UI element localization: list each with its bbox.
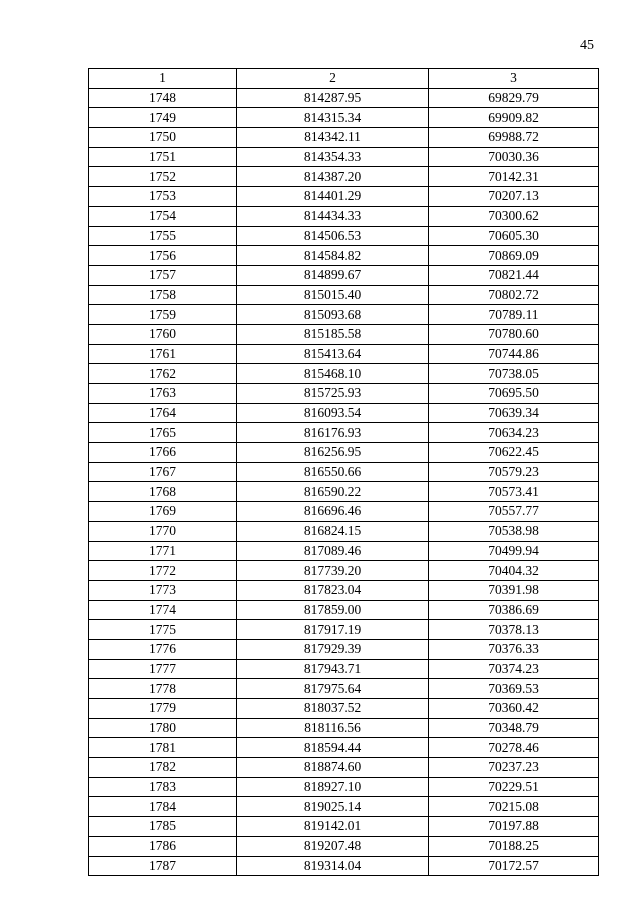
x-coordinate-cell: 819142.01 xyxy=(237,817,429,837)
point-number-cell: 1785 xyxy=(89,817,237,837)
x-coordinate-cell: 818037.52 xyxy=(237,699,429,719)
point-number-cell: 1770 xyxy=(89,521,237,541)
y-coordinate-cell: 70634.23 xyxy=(429,423,599,443)
x-coordinate-cell: 814899.67 xyxy=(237,265,429,285)
y-coordinate-cell: 70557.77 xyxy=(429,502,599,522)
point-number-cell: 1777 xyxy=(89,659,237,679)
x-coordinate-cell: 818874.60 xyxy=(237,758,429,778)
table-header xyxy=(89,69,599,89)
point-number-cell: 1748 xyxy=(89,88,237,108)
table-row xyxy=(89,167,599,187)
point-number-cell: 1766 xyxy=(89,443,237,463)
table-row xyxy=(89,443,599,463)
coordinates-table xyxy=(88,68,599,876)
point-number-cell: 1758 xyxy=(89,285,237,305)
table-row xyxy=(89,384,599,404)
table-row xyxy=(89,639,599,659)
point-number-cell: 1767 xyxy=(89,462,237,482)
x-coordinate-cell: 814387.20 xyxy=(237,167,429,187)
header-row xyxy=(89,69,599,89)
column-header-2: 2 xyxy=(237,69,429,89)
table-row xyxy=(89,758,599,778)
point-number-cell: 1773 xyxy=(89,580,237,600)
x-coordinate-cell: 818927.10 xyxy=(237,777,429,797)
y-coordinate-cell: 70172.57 xyxy=(429,856,599,876)
point-number-cell: 1751 xyxy=(89,147,237,167)
x-coordinate-cell: 816696.46 xyxy=(237,502,429,522)
x-coordinate-cell: 814401.29 xyxy=(237,187,429,207)
y-coordinate-cell: 70821.44 xyxy=(429,265,599,285)
y-coordinate-cell: 70278.46 xyxy=(429,738,599,758)
page-number: 45 xyxy=(580,38,594,53)
x-coordinate-cell: 816176.93 xyxy=(237,423,429,443)
point-number-cell: 1757 xyxy=(89,265,237,285)
point-number-cell: 1754 xyxy=(89,206,237,226)
x-coordinate-cell: 817823.04 xyxy=(237,580,429,600)
table-row xyxy=(89,88,599,108)
table-row xyxy=(89,246,599,266)
table-row xyxy=(89,364,599,384)
x-coordinate-cell: 815185.58 xyxy=(237,324,429,344)
x-coordinate-cell: 819207.48 xyxy=(237,836,429,856)
x-coordinate-cell: 817929.39 xyxy=(237,639,429,659)
point-number-cell: 1749 xyxy=(89,108,237,128)
x-coordinate-cell: 818594.44 xyxy=(237,738,429,758)
y-coordinate-cell: 70142.31 xyxy=(429,167,599,187)
y-coordinate-cell: 70229.51 xyxy=(429,777,599,797)
x-coordinate-cell: 819314.04 xyxy=(237,856,429,876)
y-coordinate-cell: 70386.69 xyxy=(429,600,599,620)
point-number-cell: 1756 xyxy=(89,246,237,266)
point-number-cell: 1772 xyxy=(89,561,237,581)
table-row xyxy=(89,699,599,719)
point-number-cell: 1761 xyxy=(89,344,237,364)
y-coordinate-cell: 70573.41 xyxy=(429,482,599,502)
y-coordinate-cell: 70188.25 xyxy=(429,836,599,856)
y-coordinate-cell: 70499.94 xyxy=(429,541,599,561)
point-number-cell: 1776 xyxy=(89,639,237,659)
table-row xyxy=(89,285,599,305)
table-row xyxy=(89,541,599,561)
point-number-cell: 1786 xyxy=(89,836,237,856)
x-coordinate-cell: 815015.40 xyxy=(237,285,429,305)
point-number-cell: 1753 xyxy=(89,187,237,207)
column-header-1: 1 xyxy=(89,69,237,89)
point-number-cell: 1750 xyxy=(89,128,237,148)
point-number-cell: 1763 xyxy=(89,384,237,404)
point-number-cell: 1768 xyxy=(89,482,237,502)
point-number-cell: 1784 xyxy=(89,797,237,817)
table-row xyxy=(89,580,599,600)
point-number-cell: 1782 xyxy=(89,758,237,778)
y-coordinate-cell: 70789.11 xyxy=(429,305,599,325)
point-number-cell: 1765 xyxy=(89,423,237,443)
table-row xyxy=(89,265,599,285)
x-coordinate-cell: 814315.34 xyxy=(237,108,429,128)
table-row xyxy=(89,226,599,246)
y-coordinate-cell: 70869.09 xyxy=(429,246,599,266)
table-row xyxy=(89,187,599,207)
point-number-cell: 1752 xyxy=(89,167,237,187)
x-coordinate-cell: 816256.95 xyxy=(237,443,429,463)
x-coordinate-cell: 815093.68 xyxy=(237,305,429,325)
table-row xyxy=(89,344,599,364)
table-row xyxy=(89,836,599,856)
y-coordinate-cell: 70802.72 xyxy=(429,285,599,305)
point-number-cell: 1762 xyxy=(89,364,237,384)
point-number-cell: 1787 xyxy=(89,856,237,876)
x-coordinate-cell: 817089.46 xyxy=(237,541,429,561)
point-number-cell: 1779 xyxy=(89,699,237,719)
table-row xyxy=(89,797,599,817)
table-row xyxy=(89,403,599,423)
y-coordinate-cell: 70695.50 xyxy=(429,384,599,404)
x-coordinate-cell: 817975.64 xyxy=(237,679,429,699)
x-coordinate-cell: 816590.22 xyxy=(237,482,429,502)
x-coordinate-cell: 819025.14 xyxy=(237,797,429,817)
y-coordinate-cell: 70579.23 xyxy=(429,462,599,482)
y-coordinate-cell: 70376.33 xyxy=(429,639,599,659)
y-coordinate-cell: 70215.08 xyxy=(429,797,599,817)
x-coordinate-cell: 816824.15 xyxy=(237,521,429,541)
point-number-cell: 1760 xyxy=(89,324,237,344)
x-coordinate-cell: 815468.10 xyxy=(237,364,429,384)
table-row xyxy=(89,738,599,758)
y-coordinate-cell: 70030.36 xyxy=(429,147,599,167)
table-row xyxy=(89,206,599,226)
table-row xyxy=(89,305,599,325)
point-number-cell: 1771 xyxy=(89,541,237,561)
table-row xyxy=(89,817,599,837)
y-coordinate-cell: 69988.72 xyxy=(429,128,599,148)
x-coordinate-cell: 818116.56 xyxy=(237,718,429,738)
x-coordinate-cell: 814287.95 xyxy=(237,88,429,108)
y-coordinate-cell: 69829.79 xyxy=(429,88,599,108)
point-number-cell: 1769 xyxy=(89,502,237,522)
table-row xyxy=(89,462,599,482)
point-number-cell: 1780 xyxy=(89,718,237,738)
point-number-cell: 1775 xyxy=(89,620,237,640)
table-row xyxy=(89,718,599,738)
y-coordinate-cell: 70207.13 xyxy=(429,187,599,207)
x-coordinate-cell: 817943.71 xyxy=(237,659,429,679)
y-coordinate-cell: 70348.79 xyxy=(429,718,599,738)
column-header-3: 3 xyxy=(429,69,599,89)
point-number-cell: 1764 xyxy=(89,403,237,423)
table-row xyxy=(89,856,599,876)
y-coordinate-cell: 70605.30 xyxy=(429,226,599,246)
point-number-cell: 1755 xyxy=(89,226,237,246)
x-coordinate-cell: 815725.93 xyxy=(237,384,429,404)
y-coordinate-cell: 70391.98 xyxy=(429,580,599,600)
point-number-cell: 1774 xyxy=(89,600,237,620)
y-coordinate-cell: 70378.13 xyxy=(429,620,599,640)
table-row xyxy=(89,502,599,522)
x-coordinate-cell: 817917.19 xyxy=(237,620,429,640)
y-coordinate-cell: 70300.62 xyxy=(429,206,599,226)
point-number-cell: 1759 xyxy=(89,305,237,325)
point-number-cell: 1783 xyxy=(89,777,237,797)
x-coordinate-cell: 814584.82 xyxy=(237,246,429,266)
x-coordinate-cell: 816550.66 xyxy=(237,462,429,482)
y-coordinate-cell: 70639.34 xyxy=(429,403,599,423)
table-row xyxy=(89,679,599,699)
table-row xyxy=(89,128,599,148)
y-coordinate-cell: 70780.60 xyxy=(429,324,599,344)
y-coordinate-cell: 70738.05 xyxy=(429,364,599,384)
x-coordinate-cell: 814342.11 xyxy=(237,128,429,148)
table-row xyxy=(89,659,599,679)
table-row xyxy=(89,108,599,128)
table-row xyxy=(89,482,599,502)
x-coordinate-cell: 814434.33 xyxy=(237,206,429,226)
table-row xyxy=(89,561,599,581)
point-number-cell: 1781 xyxy=(89,738,237,758)
table-row xyxy=(89,324,599,344)
table-row xyxy=(89,147,599,167)
y-coordinate-cell: 70197.88 xyxy=(429,817,599,837)
table-row xyxy=(89,521,599,541)
x-coordinate-cell: 814354.33 xyxy=(237,147,429,167)
x-coordinate-cell: 814506.53 xyxy=(237,226,429,246)
x-coordinate-cell: 817739.20 xyxy=(237,561,429,581)
y-coordinate-cell: 70538.98 xyxy=(429,521,599,541)
y-coordinate-cell: 70404.32 xyxy=(429,561,599,581)
x-coordinate-cell: 815413.64 xyxy=(237,344,429,364)
y-coordinate-cell: 70237.23 xyxy=(429,758,599,778)
y-coordinate-cell: 70374.23 xyxy=(429,659,599,679)
y-coordinate-cell: 69909.82 xyxy=(429,108,599,128)
table-row xyxy=(89,423,599,443)
y-coordinate-cell: 70360.42 xyxy=(429,699,599,719)
table-body xyxy=(89,88,599,876)
y-coordinate-cell: 70369.53 xyxy=(429,679,599,699)
y-coordinate-cell: 70744.86 xyxy=(429,344,599,364)
coordinates-table-container xyxy=(88,68,598,876)
table-row xyxy=(89,777,599,797)
point-number-cell: 1778 xyxy=(89,679,237,699)
table-row xyxy=(89,620,599,640)
table-row xyxy=(89,600,599,620)
x-coordinate-cell: 817859.00 xyxy=(237,600,429,620)
x-coordinate-cell: 816093.54 xyxy=(237,403,429,423)
y-coordinate-cell: 70622.45 xyxy=(429,443,599,463)
